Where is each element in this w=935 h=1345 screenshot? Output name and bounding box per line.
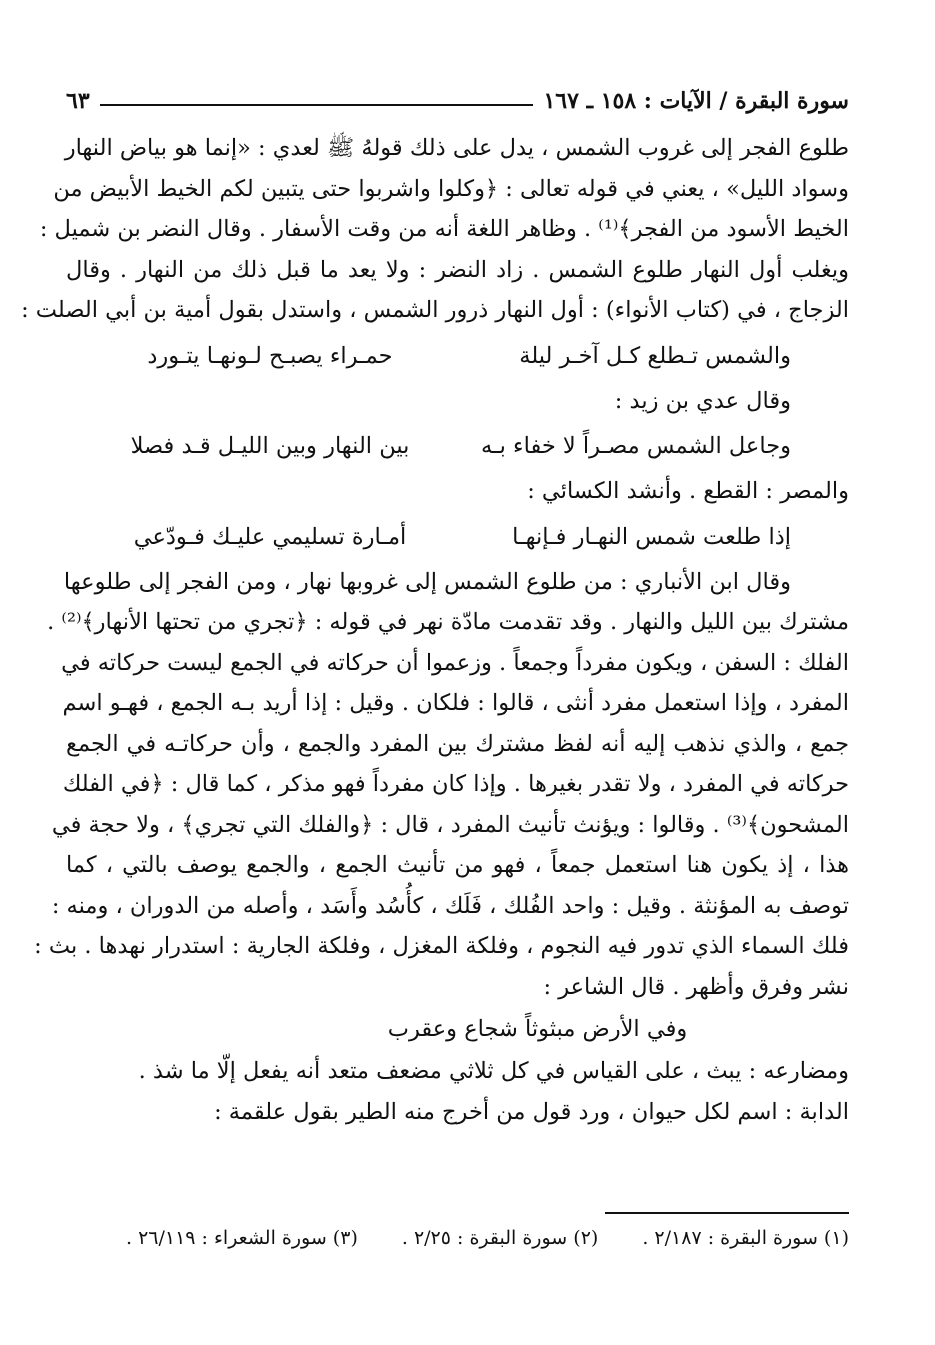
text-line: هذا ، إذ يكون هنا استعمل جمعاً ، فهو من تأنيث الجمع ، والجمع يوصف بالتي ، كما (66, 852, 849, 878)
text-line: نشر وفرق وأظهر . قال الشاعر : (543, 973, 849, 1000)
verse-second-hemistich: بين النهار وبين الليـل قـد فصلا (130, 433, 410, 459)
poem-verse (66, 331, 849, 381)
text-line: الفلك : السفن ، ويكون مفرداً وجمعاً . وزعموا أن حركاته في الجمع ليست حركاته في (61, 649, 849, 676)
text-line: المشحون﴾⁽³⁾ . وقالوا : ويؤنث تأنيث المفرد ، قال : ﴿والفلك التي تجري﴾ ، ولا حجة في (51, 811, 849, 838)
footnotes (86, 1220, 849, 1256)
page-body (21, 128, 849, 1132)
text-line: وقال عدي بن زيد : (614, 387, 791, 414)
text-line: طلوع الفجر إلى غروب الشمس ، يدل على ذلك قولهُ ﷺ لعدي : «إنما هو بياض النهار (64, 135, 849, 161)
footnote-rule (605, 1212, 849, 1214)
text-line: المفرد ، وإذا استعمل مفرد أنثى ، قالوا : فلكان . وقيل : إذا أريد بـه الجمع ، فهـو اسم (62, 690, 849, 716)
header-rule (100, 104, 534, 106)
text-line: توصف به المؤنثة . وقيل : واحد الفُلك ، فَلَك ، كأُسُد وأَسَد ، وأصله من الدوران ، ومنه : (51, 892, 849, 919)
text-line: والمصر : القطع . وأنشد الكسائي : (527, 478, 849, 504)
text-line: حركاته في المفرد ، ولا تقدر بغيرها . وإذا كان مفرداً فهو مذكر ، كما قال : ﴿في الفلك (62, 771, 849, 797)
text-line: فلك السماء الذي تدور فيه النجوم ، وفلكة المغزل ، وفلكة الجارية : استدرار نهدها . بث : (34, 933, 849, 959)
surah-title: سورة البقرة / الآيات : ١٥٨ ـ ١٦٧ (543, 88, 849, 114)
verse-second-hemistich: أمـارة تسليمي عليـك فـودّعي (133, 523, 407, 550)
text-line: وسواد الليل» ، يعني في قوله تعالى : ﴿وكلوا واشربوا حتى يتبين لكم الخيط الأبيض من (53, 175, 849, 202)
footnote: (٣) سورة الشعراء : ٢٦/١١٩ . (125, 1227, 358, 1249)
text-line: وقال ابن الأنباري : من طلوع الشمس إلى غروبها نهار ، ومن الفجر إلى طلوعها (63, 568, 791, 595)
verse-first-hemistich: وجاعل الشمس مصـراً لا خفاء بـه (480, 433, 791, 459)
text-line: الخيط الأسود من الفجر﴾⁽¹⁾ . وظاهر اللغة أنه من وقت الأسفار . وقال النضر بن شميل : (39, 216, 849, 242)
verse-second-hemistich: حمـراء يصبـح لـونهـا يتـورد (147, 342, 393, 369)
verse-first-hemistich: إذا طلعت شمس النهـار فـإنهـا (512, 523, 791, 550)
text-line: جمع ، والذي نذهب إليه أنه لفظ مشترك بين المفرد والجمع ، وأن حركاتـه في الجمع (66, 730, 849, 757)
text-line: ويغلب أول النهار طلوع الشمس . زاد النضر : ولا يعد ما قبل ذلك من النهار . وقال (66, 256, 849, 283)
verse-first-hemistich: والشمس تـطلع كـل آخـر ليلة (519, 342, 791, 369)
text-line: مشترك بين الليل والنهار . وقد تقدمت مادّة نهر في قوله : ﴿تجري من تحتها الأنهار﴾⁽²⁾ . (47, 609, 849, 635)
poem-verse (66, 512, 849, 562)
text-line: الدابة : اسم لكل حيوان ، ورد قول من أخرج منه الطير بقول علقمة : (214, 1098, 849, 1125)
poem-verse (66, 421, 849, 471)
footnote: (١) سورة البقرة : ٢/١٨٧ . (642, 1227, 849, 1249)
page-number: ٦٣ (66, 88, 90, 114)
text-line: ومضارعه : يبث ، على القياس في كل ثلاثي مضعف متعد أنه يفعل إلّا ما شذ . (138, 1058, 849, 1084)
footnote: (٢) سورة البقرة : ٢/٢٥ . (401, 1227, 599, 1249)
poem-single-hemistich: وفي الأرض مبثوثاً شجاع وعقرب (387, 1016, 688, 1042)
running-header (66, 74, 849, 114)
text-line: الزجاج ، في (كتاب الأنواء) : أول النهار ذرور الشمس ، واستدل بقول أمية بن أبي الصلت : (21, 297, 849, 323)
